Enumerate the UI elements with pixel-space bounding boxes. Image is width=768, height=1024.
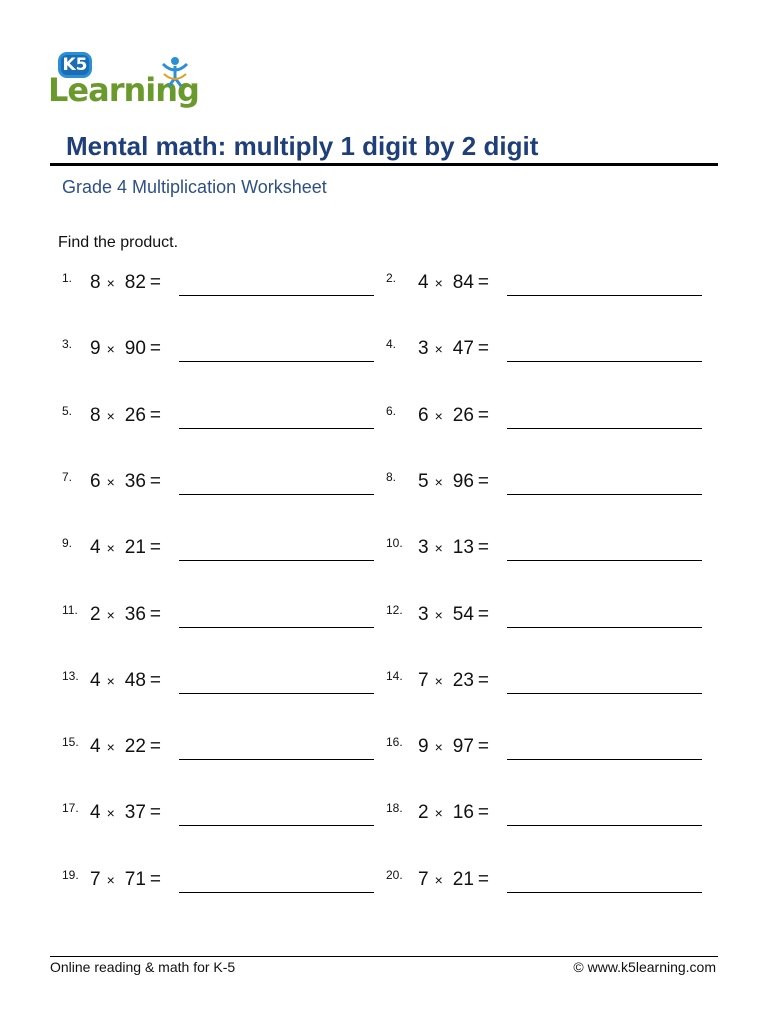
problem-equals: = xyxy=(477,537,490,558)
problem-factor: 54 xyxy=(452,604,474,625)
problem-factor: 8 xyxy=(90,405,101,426)
problem-expression xyxy=(90,339,161,358)
problem-expression xyxy=(418,737,489,756)
answer-line[interactable] xyxy=(179,892,374,893)
problem-factor: 4 xyxy=(90,736,101,757)
answer-line[interactable] xyxy=(179,825,374,826)
problem-factor: 4 xyxy=(418,272,429,293)
problem-number: 2. xyxy=(386,271,397,285)
problem-expression xyxy=(90,538,161,557)
problem-equals: = xyxy=(149,736,162,757)
problem-factor: 22 xyxy=(124,736,146,757)
problem-equals: = xyxy=(477,272,490,293)
problem-number: 13. xyxy=(62,669,79,683)
problem-factor: 6 xyxy=(418,405,429,426)
problem-number: 10. xyxy=(386,536,403,550)
problem-factor: 48 xyxy=(124,670,146,691)
answer-line[interactable] xyxy=(507,825,702,826)
problem-expression xyxy=(418,339,489,358)
problem-expression xyxy=(90,870,161,889)
problem-number: 19. xyxy=(62,868,79,882)
footer-divider xyxy=(50,956,718,957)
problem-expression xyxy=(418,803,489,822)
problem-equals: = xyxy=(477,471,490,492)
problem-number: 1. xyxy=(62,271,73,285)
problem-factor: 9 xyxy=(418,736,429,757)
answer-line[interactable] xyxy=(179,560,374,561)
answer-line[interactable] xyxy=(507,428,702,429)
problem-number: 5. xyxy=(62,404,73,418)
problem-number: 3. xyxy=(62,337,73,351)
problem-equals: = xyxy=(149,869,162,890)
instructions: Find the product. xyxy=(58,234,179,251)
problem-operator: × xyxy=(106,607,115,623)
problem-number: 15. xyxy=(62,735,79,749)
problem-equals: = xyxy=(149,471,162,492)
problem-number: 11. xyxy=(62,603,78,617)
problem-factor: 3 xyxy=(418,537,429,558)
problem-factor: 37 xyxy=(124,802,146,823)
problem-number: 17. xyxy=(62,801,79,815)
problem-factor: 8 xyxy=(90,272,101,293)
problem-operator: × xyxy=(106,474,115,490)
problem-expression xyxy=(90,803,161,822)
answer-line[interactable] xyxy=(507,892,702,893)
problem-operator: × xyxy=(106,540,115,556)
problem-factor: 3 xyxy=(418,604,429,625)
problem-factor: 26 xyxy=(124,405,146,426)
problem-number: 7. xyxy=(62,470,73,484)
problem-factor: 4 xyxy=(90,802,101,823)
problem-factor: 47 xyxy=(452,338,474,359)
problem-factor: 21 xyxy=(124,537,146,558)
problem-factor: 71 xyxy=(124,869,146,890)
problem-expression xyxy=(418,273,489,292)
problem-factor: 23 xyxy=(452,670,474,691)
problem-factor: 90 xyxy=(124,338,146,359)
problem-equals: = xyxy=(477,338,490,359)
problem-expression xyxy=(90,737,161,756)
problem-factor: 7 xyxy=(90,869,101,890)
problem-operator: × xyxy=(106,408,115,424)
problem-equals: = xyxy=(149,802,162,823)
problem-number: 8. xyxy=(386,470,397,484)
problem-equals: = xyxy=(149,537,162,558)
problem-operator: × xyxy=(434,275,443,291)
problem-equals: = xyxy=(477,802,490,823)
problem-expression xyxy=(90,472,161,491)
problem-factor: 96 xyxy=(452,471,474,492)
answer-line[interactable] xyxy=(179,759,374,760)
problem-expression xyxy=(90,406,161,425)
answer-line[interactable] xyxy=(179,693,374,694)
problem-operator: × xyxy=(434,673,443,689)
problem-number: 9. xyxy=(62,536,73,550)
problem-expression xyxy=(90,605,161,624)
problem-equals: = xyxy=(149,670,162,691)
answer-line[interactable] xyxy=(179,428,374,429)
problem-factor: 82 xyxy=(124,272,146,293)
problem-number: 12. xyxy=(386,603,403,617)
problem-expression xyxy=(90,273,161,292)
footer-website: © www.k5learning.com xyxy=(573,959,716,975)
problem-operator: × xyxy=(106,275,115,291)
problem-factor: 4 xyxy=(90,537,101,558)
worksheet-title: Mental math: multiply 1 digit by 2 digit xyxy=(66,131,539,161)
problem-operator: × xyxy=(434,341,443,357)
answer-line[interactable] xyxy=(507,560,702,561)
problem-number: 14. xyxy=(386,669,403,683)
problem-equals: = xyxy=(477,869,490,890)
answer-line[interactable] xyxy=(507,627,702,628)
problem-operator: × xyxy=(434,739,443,755)
problem-equals: = xyxy=(477,670,490,691)
problem-operator: × xyxy=(106,739,115,755)
problem-operator: × xyxy=(106,341,115,357)
problem-factor: 9 xyxy=(90,338,101,359)
problem-factor: 36 xyxy=(124,604,146,625)
problem-factor: 97 xyxy=(452,736,474,757)
problem-expression xyxy=(90,671,161,690)
problem-operator: × xyxy=(434,872,443,888)
problem-operator: × xyxy=(106,805,115,821)
problem-factor: 5 xyxy=(418,471,429,492)
logo-badge: K5 xyxy=(58,52,92,78)
problem-number: 20. xyxy=(386,868,403,882)
problem-equals: = xyxy=(149,272,162,293)
problem-operator: × xyxy=(434,408,443,424)
problem-number: 4. xyxy=(386,337,397,351)
problem-factor: 36 xyxy=(124,471,146,492)
problem-number: 6. xyxy=(386,404,397,418)
answer-line[interactable] xyxy=(507,295,702,296)
answer-line[interactable] xyxy=(179,494,374,495)
problem-equals: = xyxy=(149,604,162,625)
problem-equals: = xyxy=(477,405,490,426)
problem-factor: 84 xyxy=(452,272,474,293)
problem-equals: = xyxy=(149,338,162,359)
logo-text: Learning xyxy=(48,71,199,109)
answer-line[interactable] xyxy=(507,759,702,760)
problem-factor: 16 xyxy=(452,802,474,823)
problem-number: 16. xyxy=(386,735,403,749)
problem-equals: = xyxy=(477,604,490,625)
problem-factor: 3 xyxy=(418,338,429,359)
problem-equals: = xyxy=(149,405,162,426)
problem-expression xyxy=(418,605,489,624)
footer-tagline: Online reading & math for K-5 xyxy=(50,959,236,975)
problem-operator: × xyxy=(434,540,443,556)
problem-equals: = xyxy=(477,736,490,757)
problem-factor: 4 xyxy=(90,670,101,691)
problem-operator: × xyxy=(434,607,443,623)
problem-factor: 7 xyxy=(418,670,429,691)
problem-operator: × xyxy=(434,805,443,821)
problem-factor: 2 xyxy=(90,604,101,625)
problem-factor: 7 xyxy=(418,869,429,890)
problem-factor: 13 xyxy=(452,537,474,558)
answer-line[interactable] xyxy=(507,494,702,495)
problem-operator: × xyxy=(106,673,115,689)
answer-line[interactable] xyxy=(507,693,702,694)
problem-factor: 26 xyxy=(452,405,474,426)
problem-expression xyxy=(418,671,489,690)
problem-expression xyxy=(418,406,489,425)
problem-number: 18. xyxy=(386,801,403,815)
answer-line[interactable] xyxy=(507,361,702,362)
problem-expression xyxy=(418,538,489,557)
problem-operator: × xyxy=(106,872,115,888)
problem-operator: × xyxy=(434,474,443,490)
problem-expression xyxy=(418,472,489,491)
answer-line[interactable] xyxy=(179,361,374,362)
problem-factor: 6 xyxy=(90,471,101,492)
problem-factor: 21 xyxy=(452,869,474,890)
problem-expression xyxy=(418,870,489,889)
problem-factor: 2 xyxy=(418,802,429,823)
worksheet-subtitle: Grade 4 Multiplication Worksheet xyxy=(62,177,327,197)
answer-line[interactable] xyxy=(179,295,374,296)
answer-line[interactable] xyxy=(179,627,374,628)
